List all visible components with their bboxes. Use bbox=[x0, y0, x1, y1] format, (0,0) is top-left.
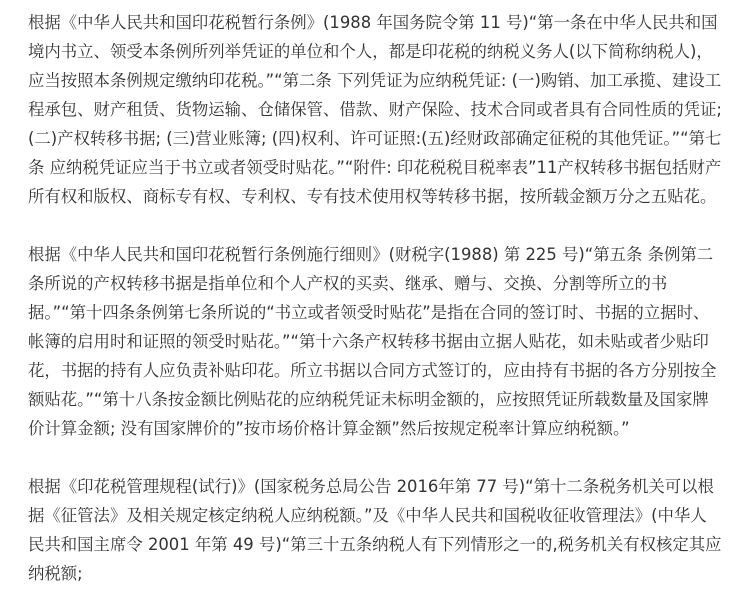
paragraph-stamp-tax-regulations: 根据《中华人民共和国印花税暂行条例》(1988 年国务院令第 11 号)“第一条在中华人民共和国境内书立、领受本条例所列举凭证的单位和个人，都是印花税的纳税义务人(以下简称纳税人)，应当按照本条例规定缴纳印花税。”“第二条 下列凭证为应纳税凭证: (一)购销、加工承揽、建设工程承包、财产租赁、货物运输、仓储保管、借款、财产保险、技术合同或者具有合同性质的凭证; (二)产权转移书据; (三)营业账簿; (四)权利、许可证照:(五)经财政部确定征税的其他凭证。”“第七条 应纳税凭证应当于书立或者领受时贴花。”“附件: 印花税税目税率表”11产权转移书据包括财产所有权和版权、商标专有权、专利权、专有技术使用权等转移书据，按所载金额万分之五贴花。 bbox=[28, 13, 722, 206]
paragraph-implementation-rules: 根据《中华人民共和国印花税暂行条例施行细则》(财税字(1988) 第 225 号)“第五条 条例第二条所说的产权转移书据是指单位和个人产权的买卖、继承、赠与、交换、分割等所立的书据。”“第十四条条例第七条所说的“书立或者领受时贴花”是指在合同的签订时、书据的立据时、帐簿的启用时和证照的领受时贴花。”“第十六条产权转移书据由立据人贴花，如未贴或者少贴印花，书据的持有人应负责补贴印花。所立书据以合同方式签订的，应由持有书据的各方分别按全额贴花。”“第十八条按金额比例贴花的应纳税凭证未标明金额的，应按照凭证所载数量及国家牌价计算金额; 没有国家牌价的”按市场价格计算金额”然后按规定税率计算应纳税额。” bbox=[28, 245, 717, 438]
paragraph-management-procedures: 根据《印花税管理规程(试行)》(国家税务总局公告 2016年第 77 号)“第十二条税务机关可以根据《征管法》及相关规定核定纳税人应纳税额。”及《中华人民共和国税收征收管理法》(中华人民共和国主席令 2001 年第 49 号)“第三十五条纳税人有下列情形之一的,税务机关有权核定其应纳税额; bbox=[28, 477, 722, 583]
document-body bbox=[28, 8, 722, 588]
